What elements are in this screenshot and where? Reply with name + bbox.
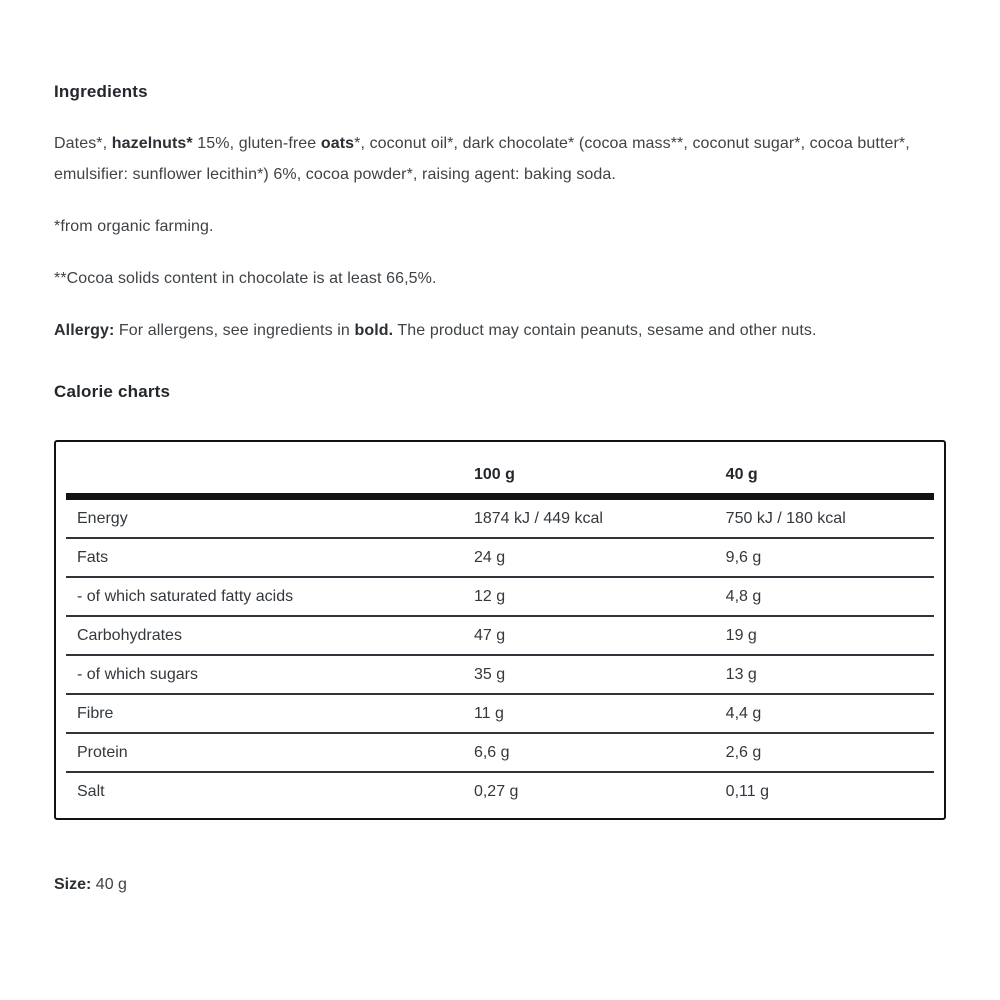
- table-row-carbohydrates: [66, 617, 934, 656]
- value-per-100g: 1874 kJ / 449 kcal: [473, 510, 603, 527]
- calorie-section: [54, 382, 946, 820]
- nutrition-table-header-row: [66, 442, 934, 500]
- table-row-energy: [66, 500, 934, 539]
- cocoa-solids-note: **Cocoa solids content in chocolate is at least 66,5%.: [54, 270, 437, 287]
- value-per-40g: 4,8 g: [725, 588, 762, 605]
- ingredient-hazelnuts: hazelnuts*: [111, 135, 193, 152]
- nutrient-label: Salt: [77, 783, 105, 800]
- ingredients-section: [54, 82, 946, 346]
- allergy-bold-word: bold.: [354, 322, 394, 339]
- allergy-note: [54, 315, 946, 346]
- allergy-text: For allergens, see ingredients in: [114, 322, 355, 339]
- nutrient-label: Carbohydrates: [77, 627, 182, 644]
- table-row-sugars: [66, 656, 934, 695]
- value-per-100g: 35 g: [473, 666, 506, 683]
- value-per-40g: 13 g: [725, 666, 757, 683]
- organic-farming-note: *from organic farming.: [54, 218, 214, 235]
- ingredients-text: Dates*,: [54, 135, 112, 152]
- size-line: [54, 874, 946, 896]
- table-row-saturated-fatty-acids: [66, 578, 934, 617]
- nutrient-label: Protein: [77, 744, 128, 761]
- nutrient-column-header: [66, 465, 474, 484]
- table-row-fats: [66, 539, 934, 578]
- nutrition-table: [54, 440, 946, 820]
- ingredients-text: 15%, gluten-free: [192, 135, 321, 152]
- ingredient-oats: oats: [320, 135, 355, 152]
- ingredients-text: *, coconut oil*, dark chocolate* (cocoa mass**, coconut sugar*, cocoa butter*, emulsifier: sunflower lecithin*) 6%, cocoa powder*, raising agent: baking soda.: [54, 135, 910, 183]
- allergy-label: Allergy:: [54, 322, 115, 339]
- size-label: Size:: [54, 876, 92, 893]
- value-per-100g: 11 g: [473, 705, 504, 722]
- value-per-100g: 24 g: [473, 549, 506, 566]
- per-40g-column-header: 40 g: [725, 466, 758, 483]
- value-per-40g: 750 kJ / 180 kcal: [725, 510, 846, 527]
- value-per-100g: 47 g: [473, 627, 506, 644]
- nutrient-label: - of which sugars: [77, 666, 198, 683]
- value-per-100g: 6,6 g: [473, 744, 510, 761]
- value-per-100g: 0,27 g: [473, 783, 519, 800]
- table-row-protein: [66, 734, 934, 773]
- table-row-fibre: [66, 695, 934, 734]
- per-100g-column-header: 100 g: [473, 466, 515, 483]
- ingredients-paragraph: [54, 128, 946, 190]
- nutrient-label: Fibre: [77, 705, 114, 722]
- nutrient-label: Energy: [77, 510, 128, 527]
- allergy-text: The product may contain peanuts, sesame and other nuts.: [393, 322, 817, 339]
- value-per-40g: 19 g: [725, 627, 757, 644]
- nutrient-label: Fats: [77, 549, 109, 566]
- value-per-40g: 0,11 g: [725, 783, 769, 800]
- size-value: 40 g: [91, 876, 127, 893]
- value-per-40g: 4,4 g: [725, 705, 762, 722]
- ingredients-heading: Ingredients: [54, 82, 148, 101]
- value-per-40g: 9,6 g: [725, 549, 762, 566]
- value-per-40g: 2,6 g: [725, 744, 762, 761]
- nutrient-label: - of which saturated fatty acids: [77, 588, 294, 605]
- calorie-charts-heading: Calorie charts: [54, 382, 171, 401]
- table-row-salt: [66, 773, 934, 818]
- value-per-100g: 12 g: [473, 588, 506, 605]
